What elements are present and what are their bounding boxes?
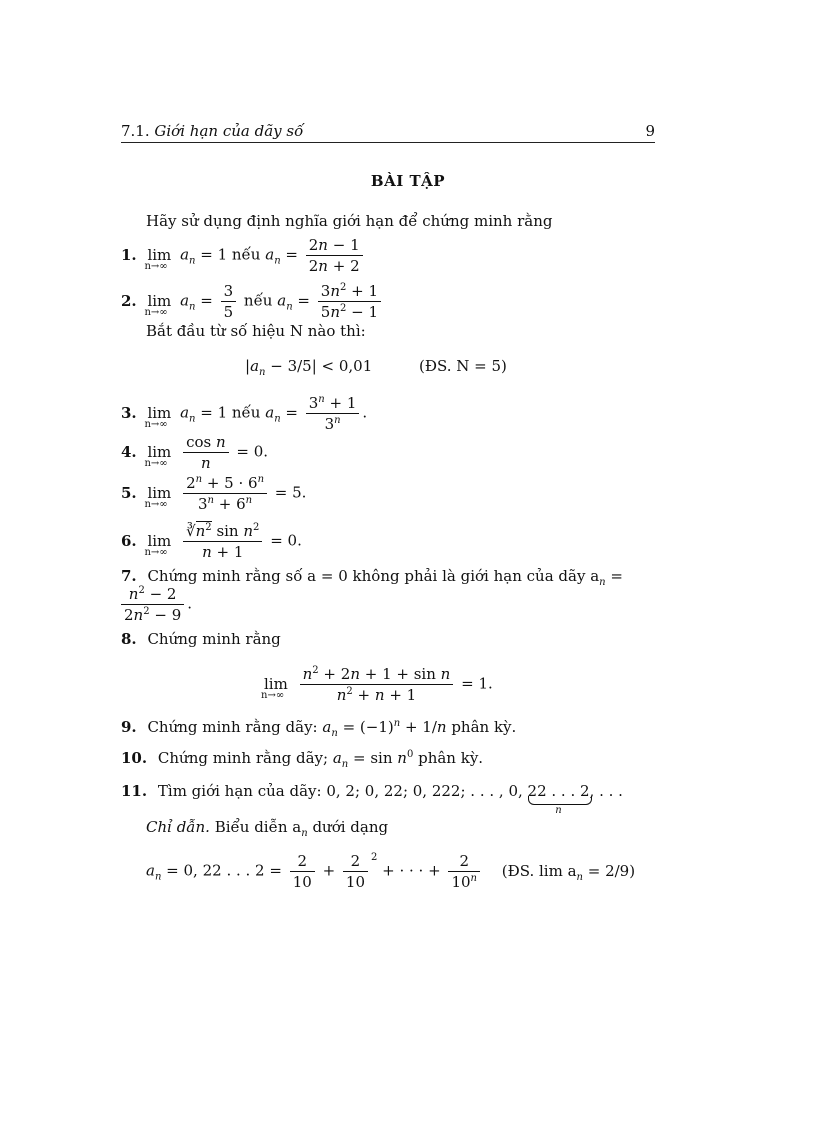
answer: (ĐS. lim a (501, 861, 577, 880)
section-number: 7.1. (121, 122, 150, 140)
fraction: $\frac{n^2 + 2n + 1 + \sin n}{n^2 + n + 1}$ (300, 665, 454, 704)
problem-4: 4. lim n→∞ $\frac{\text{cos n}}{n}$ = 0. (121, 433, 269, 472)
condition-word: nếu (243, 291, 273, 310)
problem-number: 11. (121, 782, 148, 800)
problem-number: 7. (121, 567, 137, 585)
page-number: 9 (645, 122, 655, 140)
problem-8-equation: lim n→∞ $\frac{n^2 + 2n + 1 + \sin n}{n^2 + n + 1}$ = 1. (261, 665, 493, 704)
problem-1: 1. lim n→∞ $a_n = 1$ nếu $a_n$ = $\frac{2n - 1}{2n + 2}$ (121, 236, 366, 275)
problem-11: 11. Tìm giới hạn của dãy: 0, 2; 0, 22; 0, 222; . . . , 0, 22 . . . 2 n , . . . (121, 782, 623, 816)
problem-5: 5. lim n→∞ $\frac{2^n + 5 \cdot 6^n}{3^n + 6^n}$ = 5. (121, 474, 307, 513)
page-header (121, 120, 655, 143)
fraction: $\frac{3n^2 + 1}{5n^2 - 1}$ (318, 282, 381, 321)
problem-number: 1. (121, 245, 137, 264)
problem-text: Tìm giới hạn của dãy: (157, 782, 322, 800)
problem-9: 9. Chứng minh rằng dãy: $a_n = (-1)^n + 1/n$ phân kỳ. (121, 718, 517, 739)
answer: (ĐS. N = 5) (419, 357, 507, 375)
problem-11-formula: $a_n = 0$, 22 . . . 2 = $\frac{2}{10}$ + $\frac{2}{10}$ $^2$ + · · · + $\frac{2}{10^n}$ (ĐS. $\lim a_n = 2/9$) (146, 851, 636, 891)
intro-text: Hãy sử dụng định nghĩa giới hạn để chứng minh rằng (146, 212, 553, 230)
limit-operator: lim n→∞ (261, 674, 288, 701)
fraction: $\frac{∛n^2 \sin n^2}{n + 1}$ (183, 522, 262, 561)
problem-number: 4. (121, 442, 137, 461)
limit-operator: lim n→∞ (144, 403, 172, 430)
problem-tail: phân kỳ. (451, 718, 517, 736)
problem-number: 3. (121, 403, 137, 422)
problem-number: 5. (121, 483, 137, 502)
problem-7: 7. Chứng minh rằng số a = 0 không phải là giới hạn của dãy $a_n$ = (121, 567, 623, 588)
hint-label: Chỉ dẫn. (146, 818, 210, 836)
problem-3: 3. lim n→∞ $a_n = 1$ nếu $a_n$ = $\frac{3^n + 1}{3^n}$ . (121, 394, 368, 433)
limit-operator: lim n→∞ (144, 245, 172, 272)
problem-8 (121, 630, 281, 648)
limit-operator: lim n→∞ (144, 531, 172, 558)
fraction: $\frac{2}{10}$ (343, 852, 368, 891)
fraction: $\frac{\text{cos n}}{n}$ (183, 433, 229, 472)
problem-11-hint: Chỉ dẫn. Biểu diễn $a_n$ dưới dạng (146, 818, 389, 839)
fraction: $\frac{2^n + 5 \cdot 6^n}{3^n + 6^n}$ (183, 474, 267, 513)
page-title: BÀI TẬP (370, 172, 446, 190)
section-heading (121, 122, 303, 140)
hint-text: Biểu diễn a (214, 818, 302, 836)
problem-10: 10. Chứng minh rằng dãy; $a_n = \sin n^0$ phân kỳ. (121, 749, 484, 770)
problem-7-fraction: $\frac{n^2 - 2}{2n^2 - 9}$ . (121, 585, 192, 624)
problem-number: 2. (121, 291, 137, 310)
fraction: $\frac{2n - 1}{2n + 2}$ (306, 236, 363, 275)
problem-2: 2. lim n→∞ $a_n$ = $\frac{3}{5}$ nếu $a_n$ = $\frac{3n^2 + 1}{5n^2 - 1}$ (121, 282, 384, 321)
fraction: $\frac{3^n + 1}{3^n}$ (306, 394, 360, 433)
problem-number: 8. (121, 630, 137, 648)
problem-6: 6. lim n→∞ $\frac{∛n^2 \sin n^2}{n + 1}$ = 0. (121, 522, 302, 561)
problem-2-followup: Bắt đầu từ số hiệu N nào thì: (146, 322, 366, 340)
problem-text: Chứng minh rằng dãy: (147, 718, 318, 736)
problem-number: 6. (121, 531, 137, 550)
section-title: Giới hạn của dãy số (154, 122, 304, 140)
problem-number: 10. (121, 749, 148, 767)
condition-word: nếu (231, 403, 261, 422)
problem-number: 9. (121, 718, 137, 736)
fraction: $\frac{2}{10}$ (290, 852, 315, 891)
problem-text: Chứng minh rằng số a = 0 không phải là giới hạn của dãy a (147, 567, 600, 585)
limit-operator: lim n→∞ (144, 291, 172, 318)
fraction: $\frac{3}{5}$ (221, 282, 237, 321)
underbrace: 22 . . . 2 n (527, 782, 590, 816)
fraction: $\frac{2}{10^n}$ (448, 852, 480, 891)
hint-tail: dưới dạng (312, 818, 389, 836)
condition-word: nếu (231, 245, 261, 264)
problem-2-inequality: $|a_n - 3/5| < 0,01$ (ĐS. N = 5) (245, 357, 507, 378)
problem-text: Chứng minh rằng (147, 630, 281, 648)
problem-text: Chứng minh rằng dãy; (157, 749, 329, 767)
problem-tail: phân kỳ. (418, 749, 484, 767)
limit-operator: lim n→∞ (144, 442, 172, 469)
limit-operator: lim n→∞ (144, 483, 172, 510)
fraction: $\frac{n^2 - 2}{2n^2 - 9}$ (121, 585, 184, 624)
